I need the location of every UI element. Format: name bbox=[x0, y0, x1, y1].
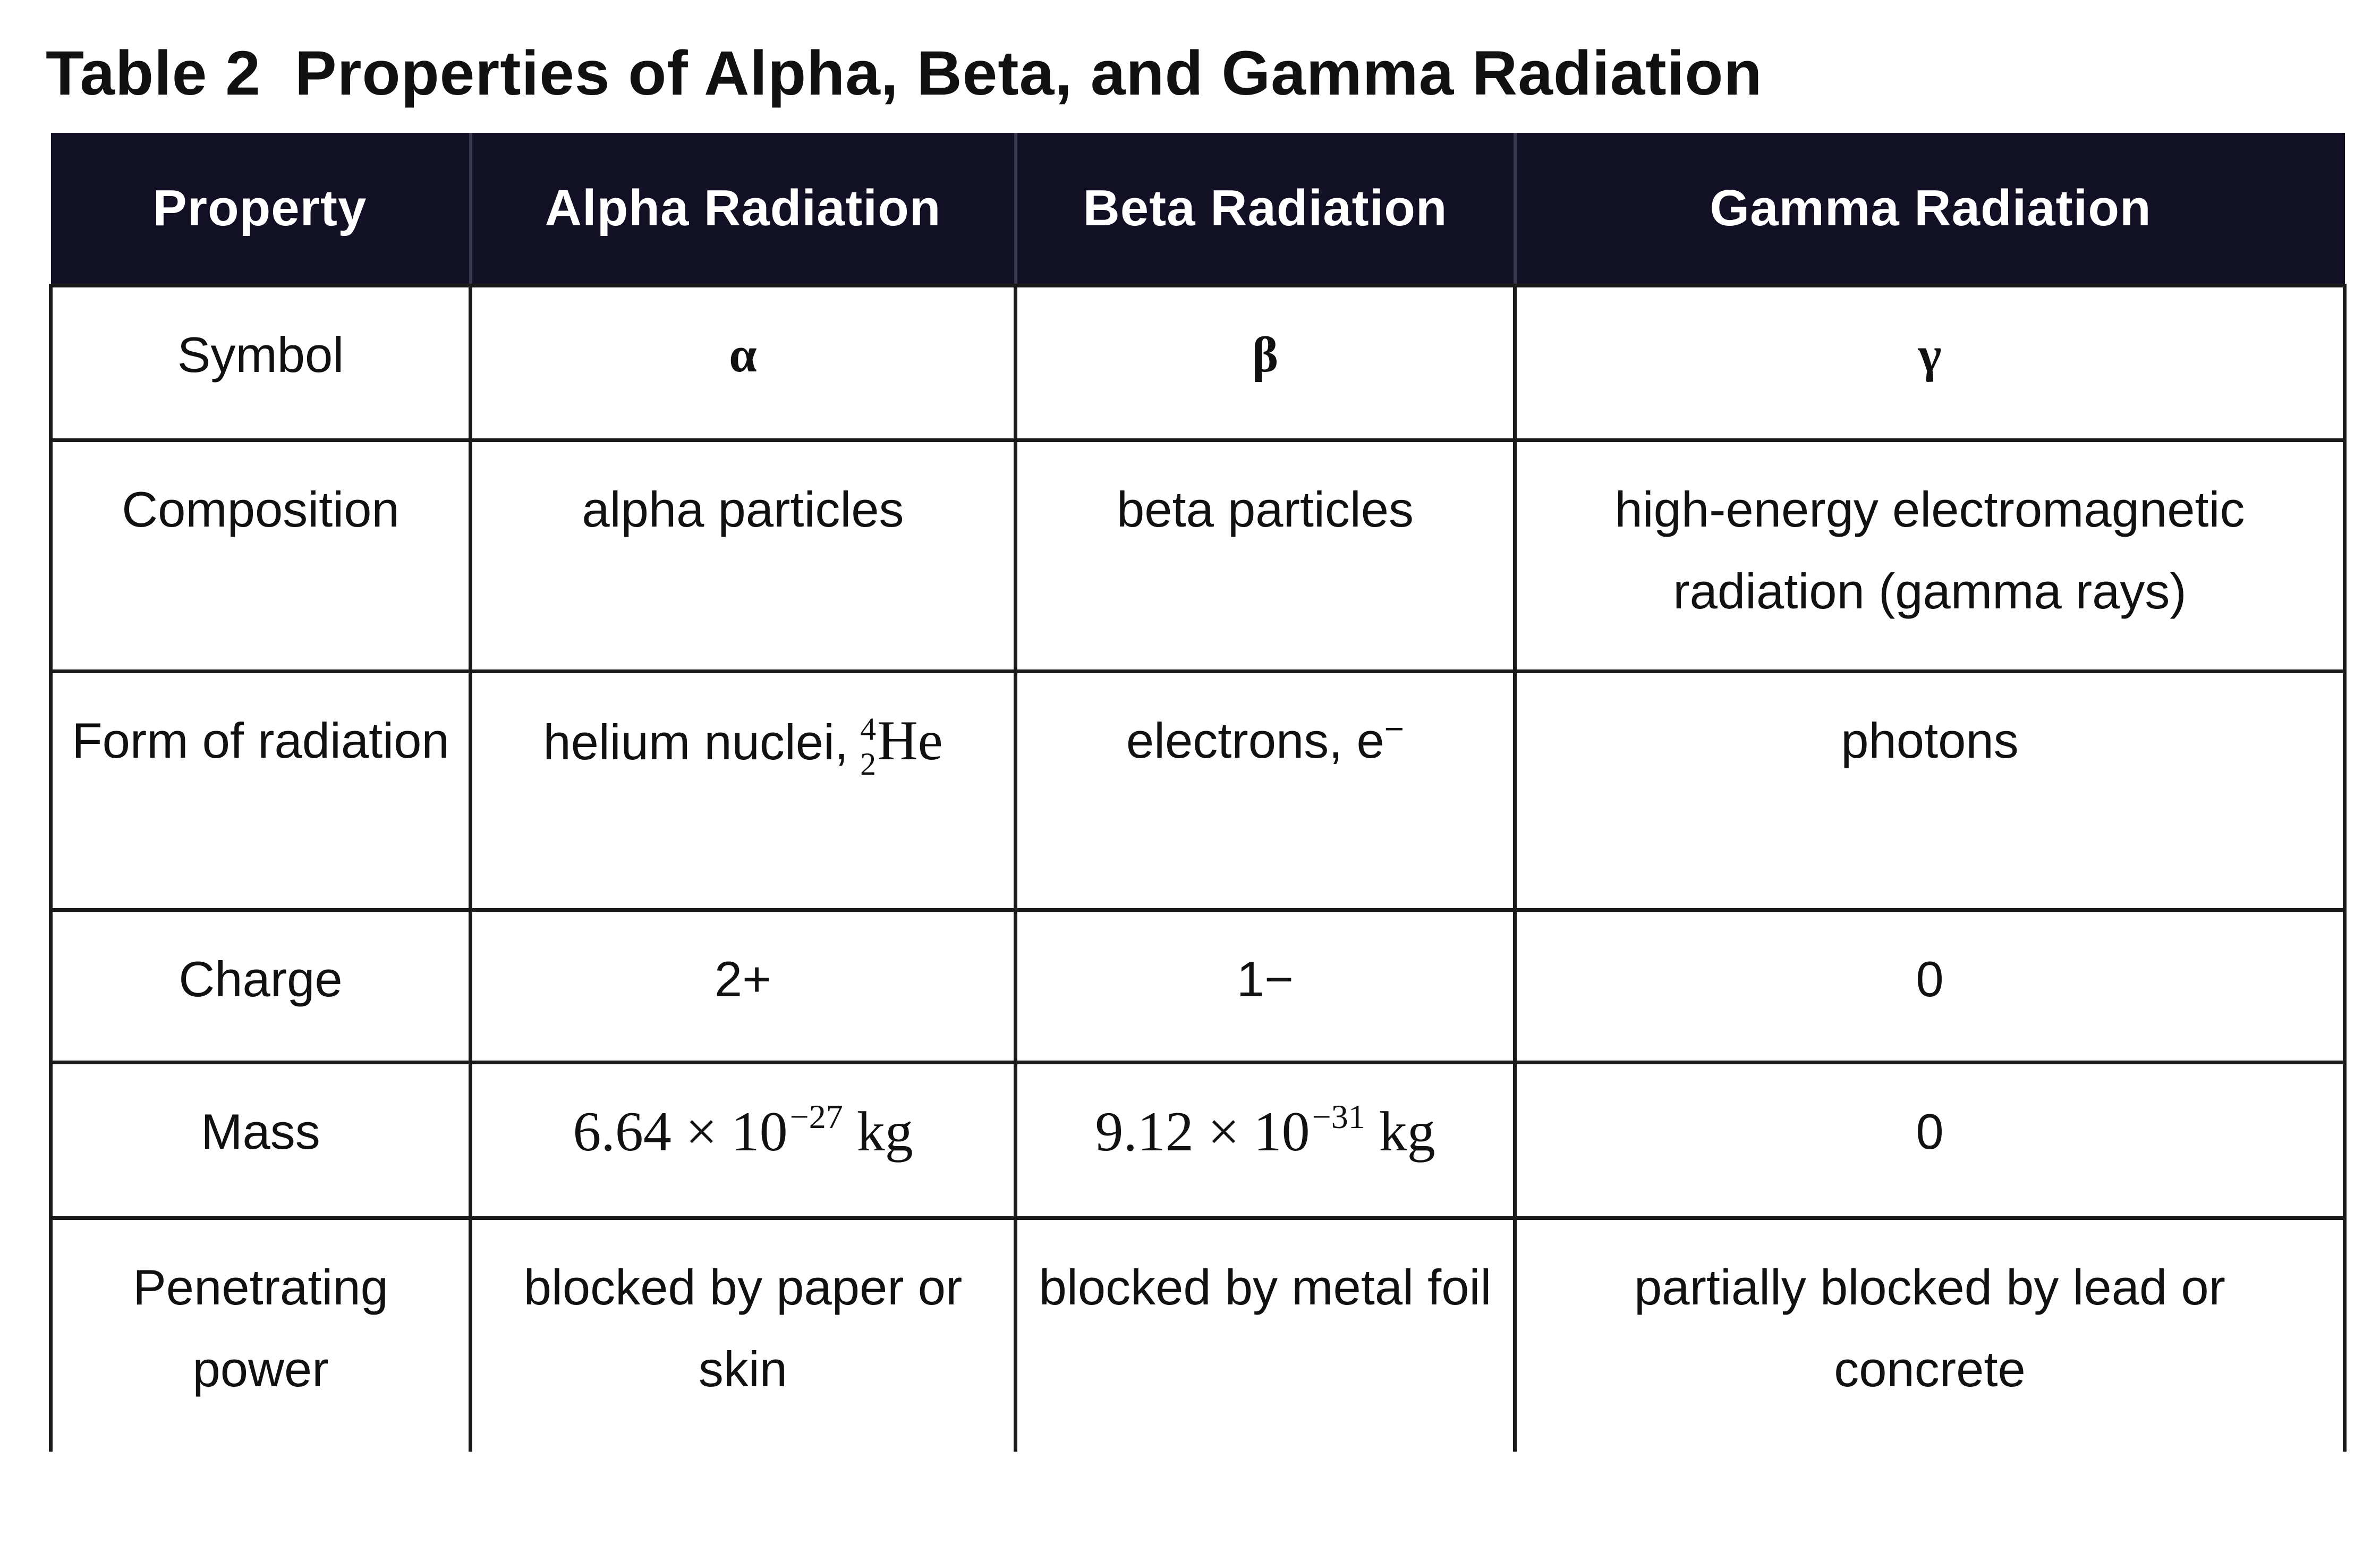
alpha-form bbox=[471, 672, 1016, 910]
alpha-composition: alpha particles bbox=[471, 440, 1016, 672]
row-label-form: Form of radiation bbox=[51, 672, 471, 910]
table-title bbox=[46, 37, 1763, 109]
table-row-form bbox=[51, 672, 2345, 910]
electron-charge-sign: − bbox=[1384, 709, 1405, 748]
alpha-mass-value bbox=[573, 1097, 913, 1163]
helium-nuclide-notation bbox=[851, 711, 877, 782]
header-alpha: Alpha Radiation bbox=[471, 133, 1016, 286]
element-symbol: He bbox=[877, 709, 943, 772]
alpha-mass-mantissa: 6.64 × 10 bbox=[573, 1100, 788, 1163]
gamma-form: photons bbox=[1515, 672, 2345, 910]
gamma-symbol: γ bbox=[1515, 286, 2345, 440]
alpha-symbol: α bbox=[471, 286, 1016, 440]
beta-form bbox=[1016, 672, 1515, 910]
table-caption: Properties of Alpha, Beta, and Gamma Radiation bbox=[294, 38, 1763, 108]
table-row-charge bbox=[51, 910, 2345, 1063]
gamma-charge: 0 bbox=[1515, 910, 2345, 1063]
gamma-penetrating-power: partially blocked by lead or concrete bbox=[1515, 1218, 2345, 1452]
alpha-mass bbox=[471, 1063, 1016, 1218]
gamma-composition: high-energy electromagnetic radiation (gamma rays) bbox=[1515, 440, 2345, 672]
radiation-properties-table bbox=[49, 133, 2347, 1452]
table-number: Table 2 bbox=[46, 38, 261, 108]
alpha-form-text: helium nuclei, bbox=[543, 714, 849, 770]
beta-form-text: electrons, e bbox=[1126, 713, 1384, 768]
beta-composition: beta particles bbox=[1016, 440, 1515, 672]
alpha-mass-unit: kg bbox=[856, 1100, 913, 1163]
header-beta: Beta Radiation bbox=[1016, 133, 1515, 286]
gamma-mass: 0 bbox=[1515, 1063, 2345, 1218]
beta-mass-unit: kg bbox=[1379, 1100, 1435, 1163]
beta-mass bbox=[1016, 1063, 1515, 1218]
beta-mass-value bbox=[1095, 1097, 1435, 1163]
row-label-penetrating-power: Penetrating power bbox=[51, 1218, 471, 1452]
beta-mass-exponent: −31 bbox=[1312, 1097, 1365, 1135]
beta-mass-mantissa: 9.12 × 10 bbox=[1095, 1100, 1310, 1163]
beta-penetrating-power: blocked by metal foil bbox=[1016, 1218, 1515, 1452]
table-header-row bbox=[51, 133, 2345, 286]
row-label-symbol: Symbol bbox=[51, 286, 471, 440]
alpha-mass-exponent: −27 bbox=[789, 1097, 843, 1135]
row-label-mass: Mass bbox=[51, 1063, 471, 1218]
table-row-penetrating-power bbox=[51, 1218, 2345, 1452]
row-label-composition: Composition bbox=[51, 440, 471, 672]
table-row-composition bbox=[51, 440, 2345, 672]
row-label-charge: Charge bbox=[51, 910, 471, 1063]
table-row-symbol bbox=[51, 286, 2345, 440]
mass-number: 4 bbox=[860, 711, 877, 747]
alpha-charge: 2+ bbox=[471, 910, 1016, 1063]
table-row-mass bbox=[51, 1063, 2345, 1218]
alpha-penetrating-power: blocked by paper or skin bbox=[471, 1218, 1016, 1452]
header-property: Property bbox=[51, 133, 471, 286]
header-gamma: Gamma Radiation bbox=[1515, 133, 2345, 286]
atomic-number: 2 bbox=[860, 747, 877, 782]
beta-charge: 1− bbox=[1016, 910, 1515, 1063]
beta-symbol: β bbox=[1016, 286, 1515, 440]
